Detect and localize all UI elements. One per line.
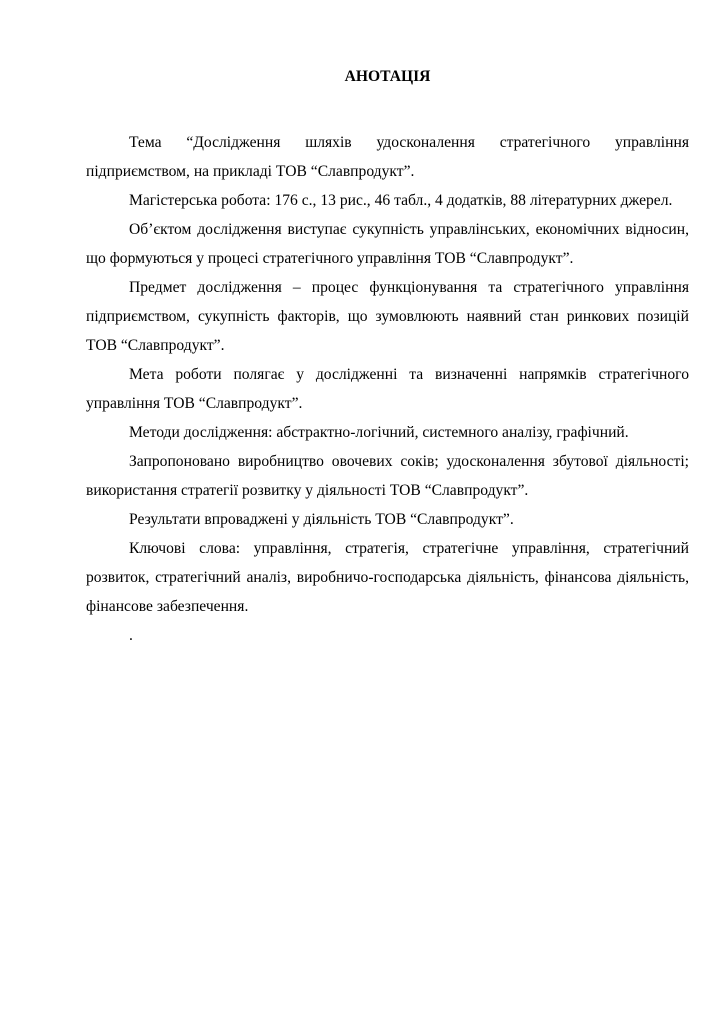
paragraph-proposals: Запропоновано виробництво овочевих соків; удосконалення збутової діяльності; використання стратегії розвитку у діяльності ТОВ “Славпродукт”. — [86, 453, 689, 499]
paragraph-results: Результати впроваджені у діяльність ТОВ “Славпродукт”. — [129, 511, 514, 528]
paragraph-methods: Методи дослідження: абстрактно-логічний, системного аналізу, графічний. — [129, 424, 629, 441]
document-title: АНОТАЦІЯ — [344, 68, 431, 85]
paragraph-volume: Магістерська робота: 176 с., 13 рис., 46 табл., 4 додатків, 88 літературних джерел. — [129, 192, 673, 209]
document-page — [86, 62, 689, 650]
trailing-mark: . — [129, 627, 133, 644]
paragraph-keywords: Ключові слова: управління, стратегія, стратегічне управління, стратегічний розвиток, стратегічний аналіз, виробничо-господарська діяльність, фінансова діяльність, фінансове забезпечення. — [86, 540, 689, 615]
paragraph-object: Об’єктом дослідження виступає сукупність управлінських, економічних відносин, що формуються у процесі стратегічного управління ТОВ “Славпродукт”. — [86, 221, 689, 267]
paragraph-subject: Предмет дослідження – процес функціонування та стратегічного управління підприємством, сукупність факторів, що зумовлюють наявний стан ринкових позицій ТОВ “Славпродукт”. — [86, 279, 689, 354]
paragraph-goal: Мета роботи полягає у дослідженні та визначенні напрямків стратегічного управління ТОВ “Славпродукт”. — [86, 366, 689, 412]
paragraph-topic: Тема “Дослідження шляхів удосконалення стратегічного управління підприємством, на прикладі ТОВ “Славпродукт”. — [86, 134, 689, 180]
